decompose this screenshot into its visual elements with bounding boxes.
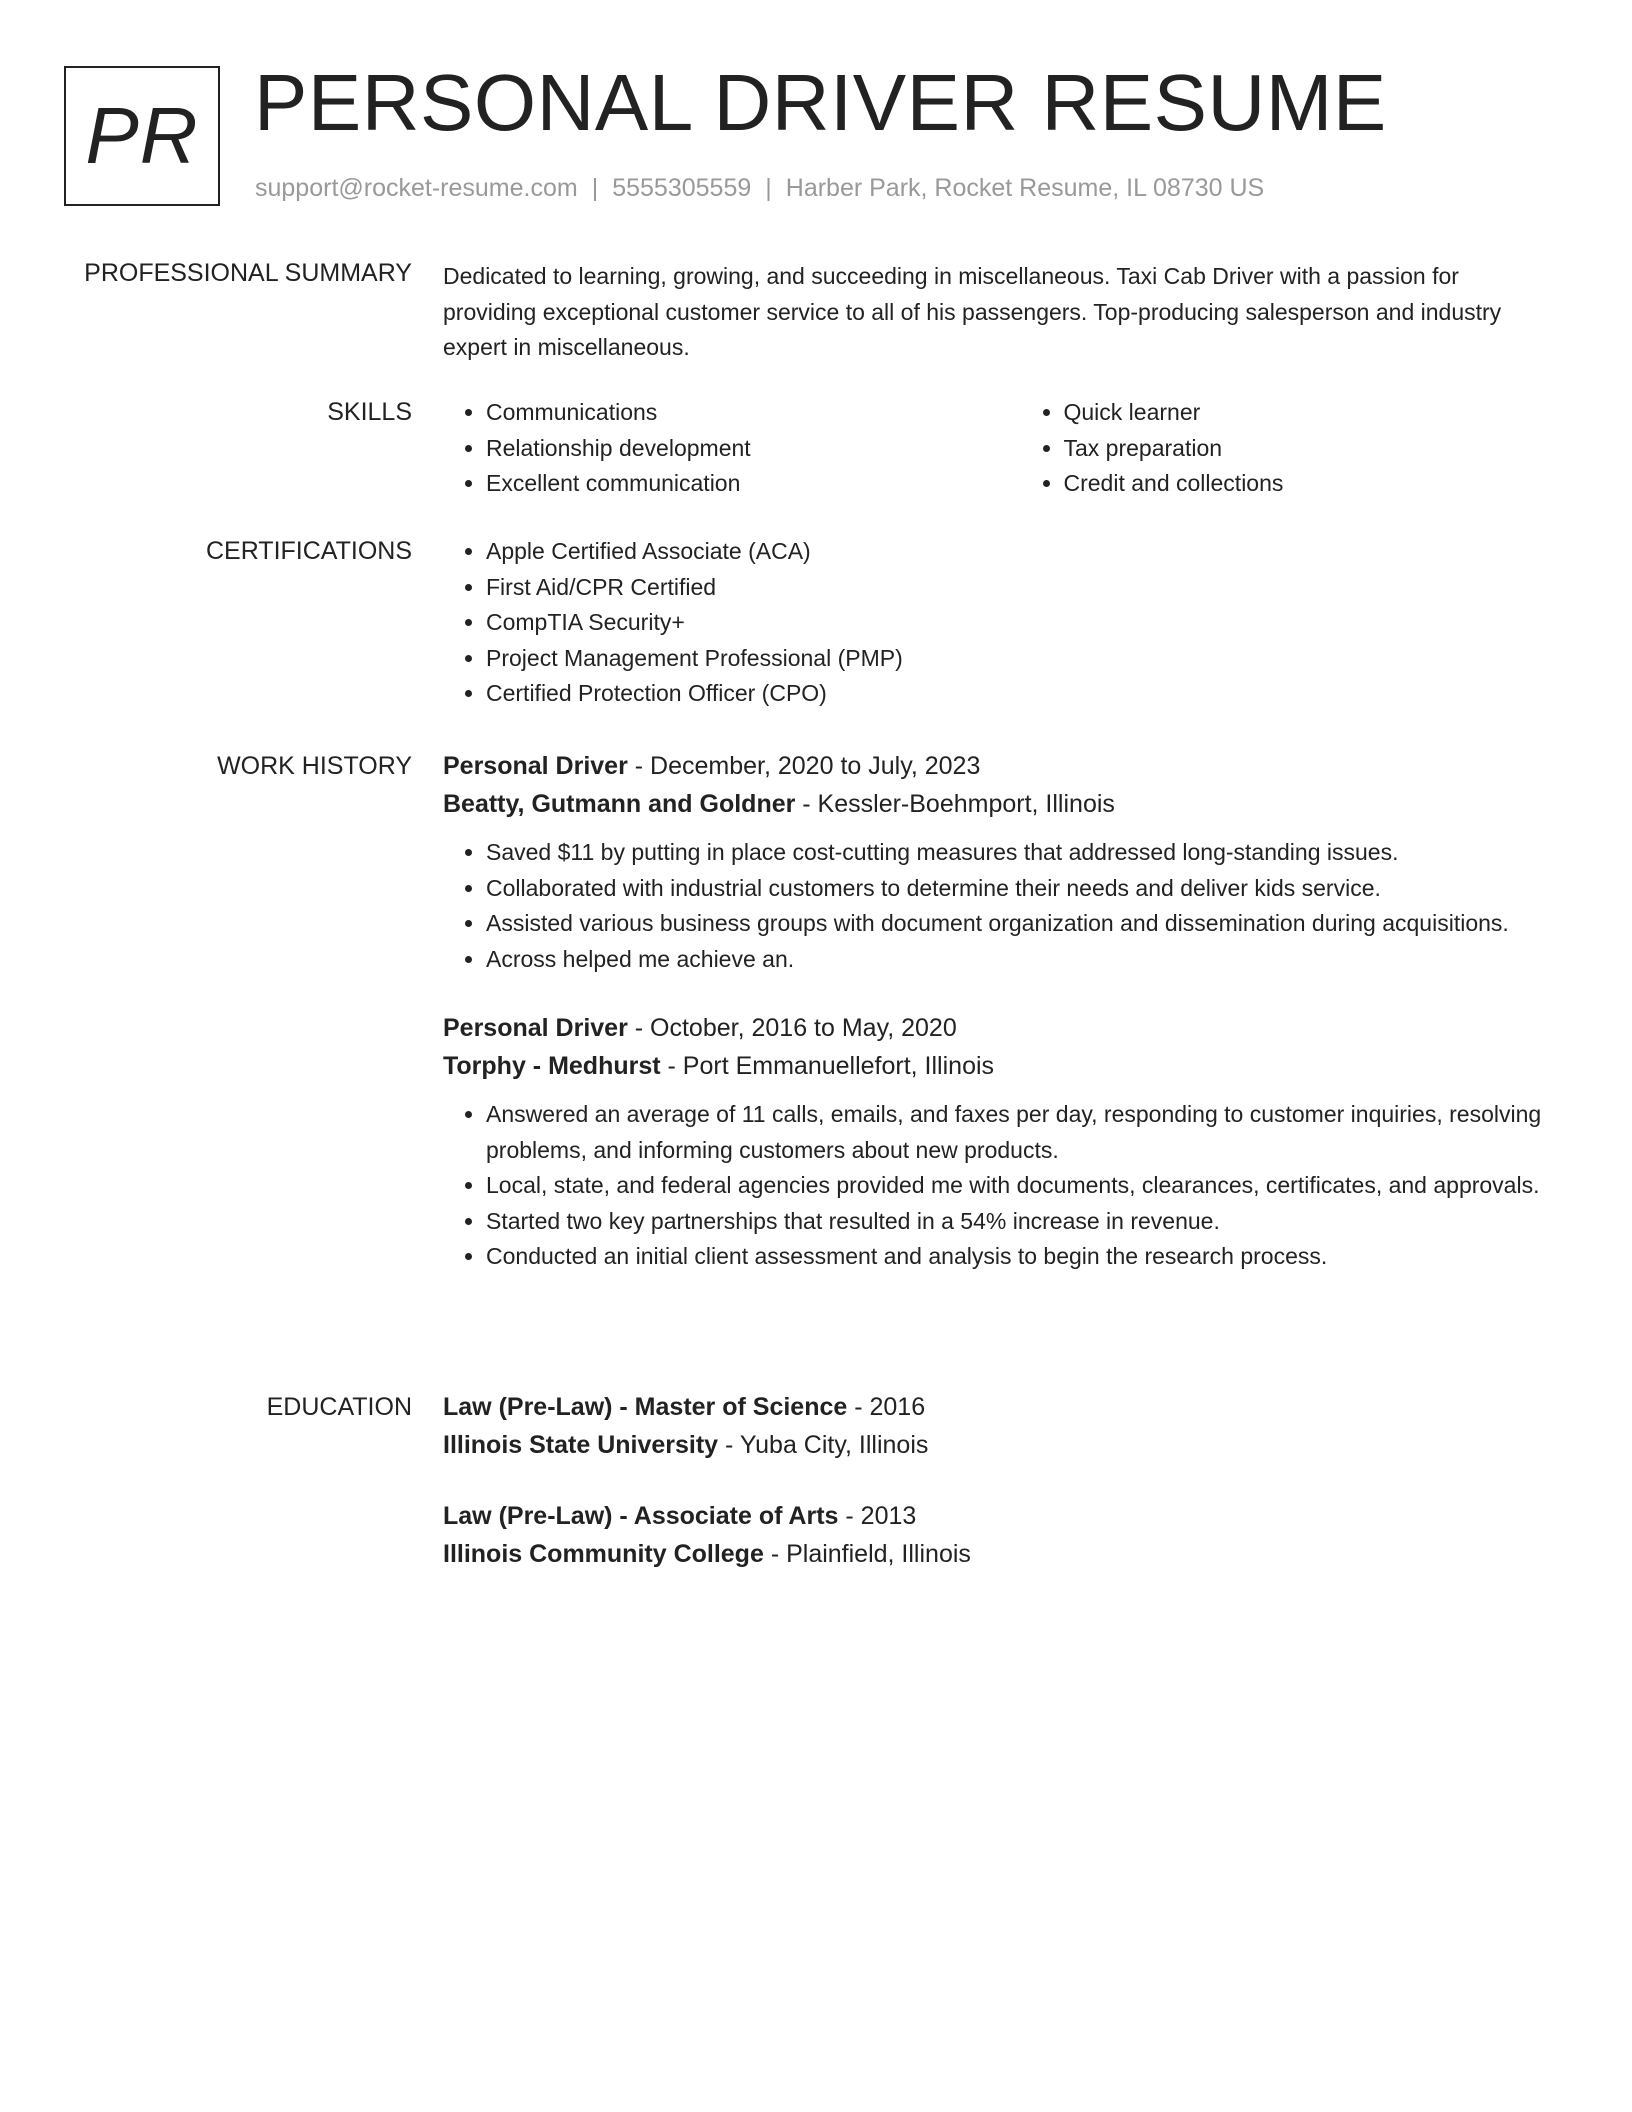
education-location: - Plainfield, Illinois xyxy=(763,1540,971,1568)
education-school: Illinois State University xyxy=(443,1431,719,1459)
contact-separator: | xyxy=(765,174,772,202)
job-dates: - October, 2016 to May, 2020 xyxy=(627,1014,957,1042)
job-entry xyxy=(443,1009,1553,1275)
certification-item: • Project Management Professional (PMP) xyxy=(486,641,1553,677)
certification-item: • Apple Certified Associate (ACA) xyxy=(486,534,1553,570)
job-bullet: • Started two key partnerships that resulted in a 54% increase in revenue. xyxy=(486,1204,1553,1240)
summary-body xyxy=(443,259,1553,366)
job-company-line xyxy=(443,785,1553,823)
job-title-line xyxy=(443,747,1553,785)
contact-phone: 5555305559 xyxy=(612,174,752,202)
education-school: Illinois Community College xyxy=(443,1540,764,1568)
job-bullet: • Local, state, and federal agencies provided me with documents, clearances, certificates, and approvals. xyxy=(486,1168,1553,1204)
job-bullets xyxy=(443,1097,1553,1275)
education-school-line xyxy=(443,1535,1553,1573)
job-role: Personal Driver xyxy=(443,752,628,780)
skill-item: • Credit and collections xyxy=(1064,466,1554,502)
certification-item: • CompTIA Security+ xyxy=(486,605,1553,641)
skill-item: • Communications xyxy=(486,395,976,431)
job-bullet: • Collaborated with industrial customers to determine their needs and deliver kids service. xyxy=(486,871,1553,907)
certification-item: • First Aid/CPR Certified xyxy=(486,570,1553,606)
job-dates: - December, 2020 to July, 2023 xyxy=(627,752,981,780)
education-entry xyxy=(443,1497,1553,1573)
job-company-line xyxy=(443,1047,1553,1085)
skills-body xyxy=(443,395,1553,502)
education-degree-line xyxy=(443,1388,1553,1426)
job-company: Torphy - Medhurst xyxy=(443,1052,661,1080)
education-degree-line xyxy=(443,1497,1553,1535)
contact-email: support@rocket-resume.com xyxy=(255,174,578,202)
resume-title: PERSONAL DRIVER RESUME xyxy=(254,58,1387,147)
job-title-line xyxy=(443,1009,1553,1047)
skills-list-left xyxy=(443,395,976,502)
job-bullets xyxy=(443,835,1553,977)
monogram: PR xyxy=(64,66,220,206)
education-body xyxy=(443,1388,1553,1573)
education-year: - 2016 xyxy=(847,1393,926,1421)
job-bullet: • Saved $11 by putting in place cost-cutting measures that addressed long-standing issues. xyxy=(486,835,1553,871)
certifications-list xyxy=(443,534,1553,712)
section-title-education: EDUCATION xyxy=(266,1393,412,1421)
work-history-body xyxy=(443,747,1553,1275)
job-entry xyxy=(443,747,1553,977)
education-degree: Law (Pre-Law) - Master of Science xyxy=(443,1393,848,1421)
job-location: - Kessler-Boehmport, Illinois xyxy=(795,790,1115,818)
job-bullet: • Conducted an initial client assessment and analysis to begin the research process. xyxy=(486,1239,1553,1275)
job-company: Beatty, Gutmann and Goldner xyxy=(443,790,796,818)
section-title-summary: PROFESSIONAL SUMMARY xyxy=(84,259,412,287)
contact-line xyxy=(255,174,1264,203)
education-entry xyxy=(443,1388,1553,1464)
skill-item: • Quick learner xyxy=(1064,395,1554,431)
section-title-certifications: CERTIFICATIONS xyxy=(205,537,412,565)
summary-text: Dedicated to learning, growing, and succeeding in miscellaneous. Taxi Cab Driver with a passion for providing exceptional customer service to all of his passengers. Top-producing salesperson and industry expert in miscellaneous. xyxy=(443,263,1502,360)
job-location: - Port Emmanuellefort, Illinois xyxy=(660,1052,995,1080)
contact-address: Harber Park, Rocket Resume, IL 08730 US xyxy=(785,174,1265,202)
education-year: - 2013 xyxy=(838,1502,917,1530)
job-role: Personal Driver xyxy=(443,1014,628,1042)
section-title-skills: SKILLS xyxy=(327,398,412,426)
education-degree: Law (Pre-Law) - Associate of Arts xyxy=(443,1502,839,1530)
skills-list-right xyxy=(1021,395,1554,502)
job-bullet: • Answered an average of 11 calls, emails, and faxes per day, responding to customer inquiries, resolving problems, and informing customers about new products. xyxy=(486,1097,1553,1168)
education-location: - Yuba City, Illinois xyxy=(718,1431,929,1459)
skill-item: • Excellent communication xyxy=(486,466,976,502)
job-bullet: • Assisted various business groups with document organization and dissemination during acquisitions. xyxy=(486,906,1553,942)
certification-item: • Certified Protection Officer (CPO) xyxy=(486,676,1553,712)
education-school-line xyxy=(443,1426,1553,1464)
contact-separator: | xyxy=(591,174,599,202)
skill-item: • Relationship development xyxy=(486,431,976,467)
skill-item: • Tax preparation xyxy=(1064,431,1554,467)
certifications-body xyxy=(443,534,1553,712)
section-title-work-history: WORK HISTORY xyxy=(217,752,412,780)
job-bullet: • Across helped me achieve an. xyxy=(486,942,1553,978)
